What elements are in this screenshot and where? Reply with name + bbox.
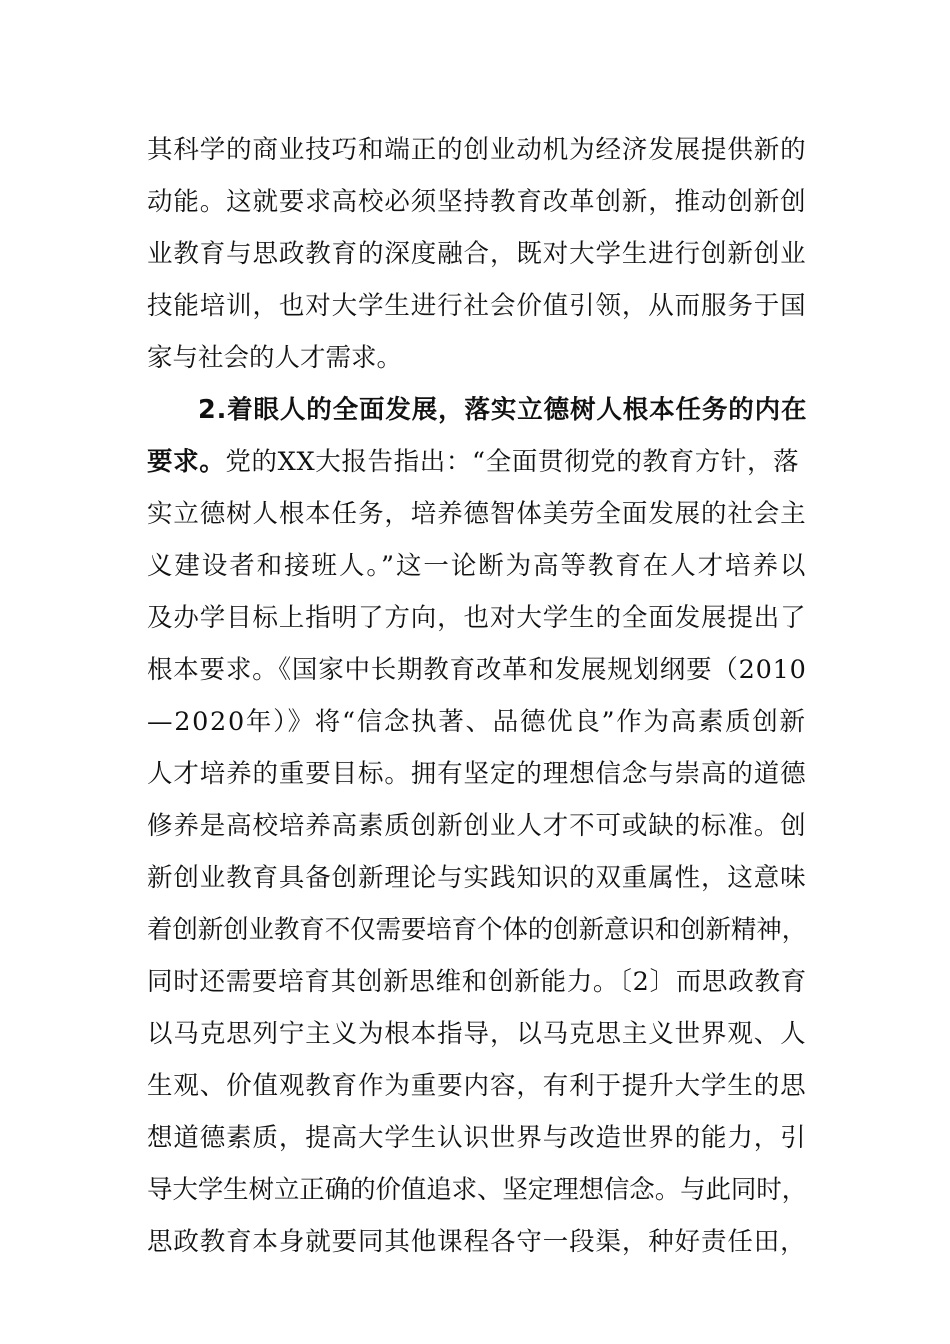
paragraph-line: 新创业教育具备创新理论与实践知识的双重属性，这意味 [147,863,807,893]
paragraph-line: 思政教育本身就要同其他课程各守一段渠，种好责任田， [147,1227,807,1257]
paragraph-line: 家与社会的人才需求。 [147,343,403,373]
paragraph-line: 技能培训，也对大学生进行社会价值引领，从而服务于国 [147,291,807,321]
paragraph-line: 根本要求。《国家中长期教育改革和发展规划纲要（2010 [147,655,807,685]
paragraph-line: 及办学目标上指明了方向，也对大学生的全面发展提出了 [147,603,807,633]
paragraph-line: 修养是高校培养高素质创新创业人才不可或缺的标准。创 [147,811,807,841]
paragraph-line: 同时还需要培育其创新思维和创新能力。〔2〕而思政教育 [147,967,807,997]
paragraph-line: 义建设者和接班人。”这一论断为高等教育在人才培养以 [147,551,808,581]
section-heading-tail: 要求。 [147,447,226,477]
paragraph-text: 党的XX大报告指出：“全面贯彻党的教育方针，落 [225,447,800,477]
paragraph-line: 想道德素质，提高大学生认识世界与改造世界的能力，引 [147,1123,807,1153]
paragraph-line: 业教育与思政教育的深度融合，既对大学生进行创新创业 [147,239,807,269]
paragraph-line: 着创新创业教育不仅需要培育个体的创新意识和创新精神， [147,915,808,945]
section-heading: 2.着眼人的全面发展，落实立德树人根本任务的内在 [198,395,808,425]
paragraph-line: 人才培养的重要目标。拥有坚定的理想信念与崇高的道德 [147,759,807,789]
paragraph-line: 其科学的商业技巧和端正的创业动机为经济发展提供新的 [147,135,807,165]
paragraph-line: 以马克思列宁主义为根本指导，以马克思主义世界观、人 [147,1019,807,1049]
paragraph-line: 生观、价值观教育作为重要内容，有利于提升大学生的思 [147,1071,807,1101]
paragraph-line: 实立德树人根本任务，培养德智体美劳全面发展的社会主 [147,499,807,529]
paragraph-line: 动能。这就要求高校必须坚持教育改革创新，推动创新创 [147,187,807,217]
paragraph-line: 导大学生树立正确的价值追求、坚定理想信念。与此同时， [147,1175,808,1205]
paragraph-line [147,438,799,486]
paragraph-line: —2020年）》将“信念执著、品德优良”作为高素质创新 [147,707,807,737]
